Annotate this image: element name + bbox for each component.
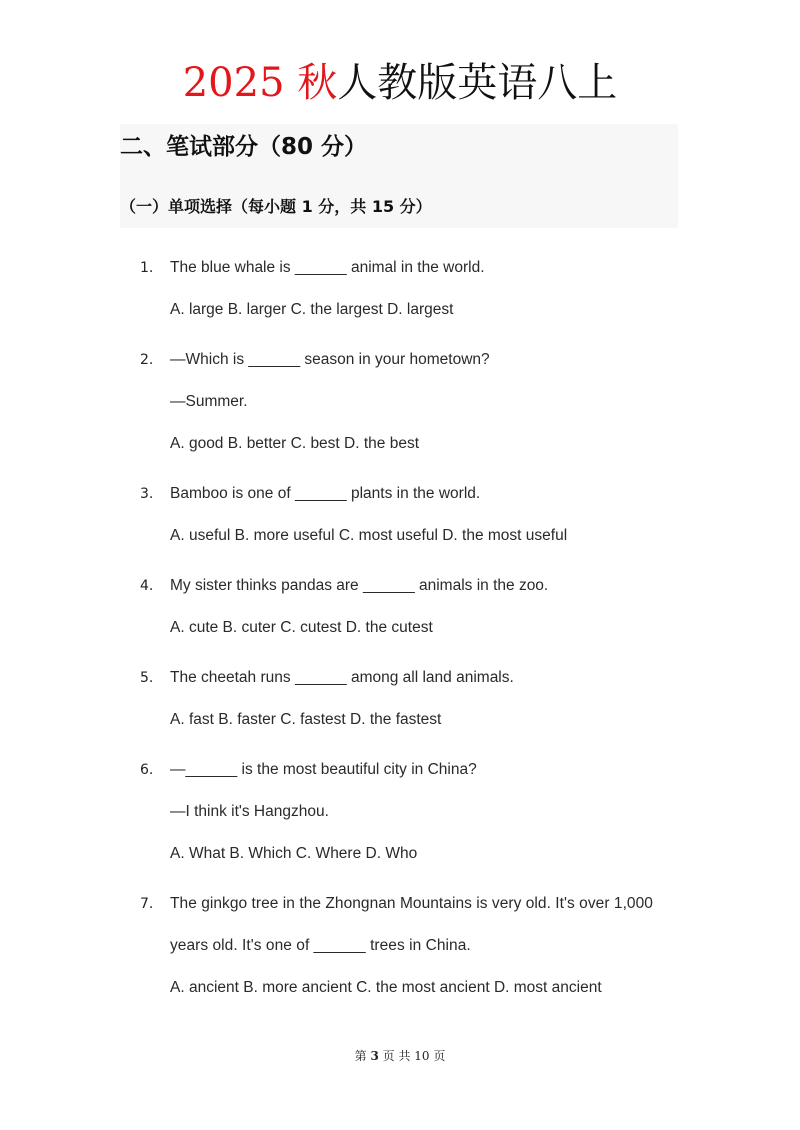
question-stem: —Which is ______ season in your hometown? <box>170 351 490 368</box>
question-number: 5. <box>140 670 154 686</box>
question-stem: My sister thinks pandas are ______ animals in the zoo. <box>170 577 549 594</box>
question-list <box>140 247 685 1017</box>
footer-suffix: 页 <box>433 1049 446 1063</box>
question-stem: —I think it's Hangzhou. <box>170 803 329 820</box>
question-number: 6. <box>140 762 154 778</box>
question-stem: The cheetah runs ______ among all land animals. <box>170 669 514 686</box>
question-body <box>170 565 685 649</box>
page-footer <box>0 1046 800 1066</box>
question-item <box>140 657 685 741</box>
document-title <box>0 56 800 110</box>
question-number: 4. <box>140 578 154 594</box>
question-options: A. cute B. cuter C. cutest D. the cutest <box>170 619 433 636</box>
question-body <box>170 749 685 875</box>
question-stem: The blue whale is ______ animal in the world. <box>170 259 485 276</box>
question-stem: —______ is the most beautiful city in China? <box>170 761 477 778</box>
footer-middle: 页 共 <box>382 1049 411 1063</box>
question-item <box>140 339 685 465</box>
question-options: A. fast B. faster C. fastest D. the fastest <box>170 711 442 728</box>
section-heading: 二、笔试部分（80 分） <box>120 134 368 160</box>
question-options: A. good B. better C. best D. the best <box>170 435 419 452</box>
question-item <box>140 749 685 875</box>
question-options: A. What B. Which C. Where D. Who <box>170 845 418 862</box>
question-number: 7. <box>140 896 154 912</box>
question-body <box>170 247 685 331</box>
footer-prefix: 第 <box>354 1049 367 1063</box>
question-stem: Bamboo is one of ______ plants in the world. <box>170 485 481 502</box>
question-stem: The ginkgo tree in the Zhongnan Mountains is very old. It's over 1,000 years old. It's one of ______ trees in China. <box>170 895 653 954</box>
question-options: A. useful B. more useful C. most useful D. the most useful <box>170 527 568 544</box>
question-item <box>140 565 685 649</box>
title-season: 秋 <box>297 60 338 106</box>
question-item <box>140 247 685 331</box>
footer-total-pages: 10 <box>414 1049 430 1063</box>
title-rest: 人教版英语八上 <box>337 60 618 106</box>
title-year: 2025 <box>182 60 285 106</box>
question-body <box>170 883 685 1009</box>
question-number: 1. <box>140 260 154 276</box>
footer-current-page: 3 <box>370 1049 379 1063</box>
question-number: 3. <box>140 486 154 502</box>
question-item <box>140 473 685 557</box>
question-options: A. ancient B. more ancient C. the most ancient D. most ancient <box>170 979 602 996</box>
question-body <box>170 657 685 741</box>
question-body <box>170 473 685 557</box>
subsection-heading: （一）单项选择（每小题 1 分，共 15 分） <box>120 197 432 216</box>
question-item <box>140 883 685 1009</box>
question-stem: —Summer. <box>170 393 248 410</box>
question-options: A. large B. larger C. the largest D. largest <box>170 301 454 318</box>
question-body <box>170 339 685 465</box>
question-number: 2. <box>140 352 154 368</box>
